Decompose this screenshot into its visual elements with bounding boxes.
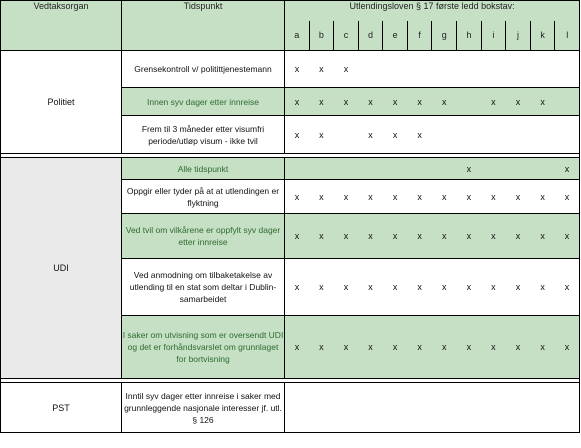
mark-cell-e: x bbox=[383, 259, 408, 316]
mark-cell-f: x bbox=[407, 88, 432, 116]
time-cell: Alle tidspunkt bbox=[122, 158, 285, 180]
mark-cell-j: x bbox=[506, 259, 531, 316]
mark-cell-h: x bbox=[457, 259, 482, 316]
mark-cell-a: x bbox=[285, 259, 310, 316]
mark-cell-b: x bbox=[309, 180, 334, 214]
time-cell: Inntil syv dager etter innreise i saker med grunnleggende nasjonale interesser jf. utl. § 126 bbox=[122, 383, 285, 433]
mark-cell-b: x bbox=[309, 316, 334, 379]
mark-cell-a: x bbox=[285, 316, 310, 379]
letter-header-j: j bbox=[506, 21, 531, 51]
mark-cell-c: x bbox=[334, 316, 359, 379]
mark-cell-i: x bbox=[481, 316, 506, 379]
letter-header-e: e bbox=[383, 21, 408, 51]
table-row bbox=[1, 383, 580, 433]
mark-cell-c: x bbox=[334, 180, 359, 214]
mark-cell-d bbox=[358, 158, 383, 180]
organ-cell-politiet: Politiet bbox=[1, 51, 122, 154]
table-row bbox=[1, 51, 580, 88]
mark-cell-g: x bbox=[432, 88, 457, 116]
letter-header-k: k bbox=[530, 21, 555, 51]
mark-cell-l: x bbox=[555, 259, 580, 316]
mark-cell-e bbox=[383, 158, 408, 180]
table-body bbox=[1, 51, 580, 433]
time-cell: Frem til 3 måneder etter visumfri periode/utløp visum - ikke tvil bbox=[122, 116, 285, 154]
letter-header-f: f bbox=[407, 21, 432, 51]
mark-cell-i: x bbox=[481, 259, 506, 316]
mark-cell-h: x bbox=[457, 158, 482, 180]
mark-cell-a: x bbox=[285, 88, 310, 116]
letter-header-c: c bbox=[334, 21, 359, 51]
mark-cell-l: x bbox=[555, 158, 580, 180]
mark-cell-a: x bbox=[285, 116, 310, 154]
mark-cell-e: x bbox=[383, 316, 408, 379]
mark-cell-i: x bbox=[481, 214, 506, 259]
letter-header-h: h bbox=[457, 21, 482, 51]
time-cell: Oppgir eller tyder på at at utlendingen er flyktning bbox=[122, 180, 285, 214]
mark-cell-c: x bbox=[334, 88, 359, 116]
mark-cell-j bbox=[506, 158, 531, 180]
mark-cell-h bbox=[457, 116, 482, 154]
mark-cell-f bbox=[407, 158, 432, 180]
mark-cell-h: x bbox=[457, 214, 482, 259]
letter-header-d: d bbox=[358, 21, 383, 51]
time-cell: I saker om utvisning som er oversendt UDI og det er forhåndsvarslet om grunnlaget for bortvisning bbox=[122, 316, 285, 379]
mark-cell-b: x bbox=[309, 51, 334, 88]
mark-cell-g: x bbox=[432, 316, 457, 379]
mark-cell-g: x bbox=[432, 214, 457, 259]
letter-header-a: a bbox=[285, 21, 310, 51]
mark-cell-i: x bbox=[481, 180, 506, 214]
letter-header-i: i bbox=[481, 21, 506, 51]
mark-cell-k bbox=[530, 158, 555, 180]
time-cell: Grensekontroll v/ politittjenestemann bbox=[122, 51, 285, 88]
mark-cell-l bbox=[555, 51, 580, 88]
mark-cell-k: x bbox=[530, 88, 555, 116]
mark-cell-d: x bbox=[358, 214, 383, 259]
time-cell: Ved anmodning om tilbaketakelse av utlending til en stat som deltar i Dublin-samarbeidet bbox=[122, 259, 285, 316]
mark-cell-d: x bbox=[358, 316, 383, 379]
mark-cell-f: x bbox=[407, 180, 432, 214]
mark-cell-j bbox=[506, 51, 531, 88]
mark-cell-k: x bbox=[530, 214, 555, 259]
empty-marks-cell bbox=[285, 383, 580, 433]
mark-cell-c bbox=[334, 116, 359, 154]
mark-cell-l: x bbox=[555, 180, 580, 214]
mark-cell-d: x bbox=[358, 180, 383, 214]
mark-cell-a: x bbox=[285, 180, 310, 214]
letter-header-l: l bbox=[555, 21, 580, 51]
mark-cell-h bbox=[457, 51, 482, 88]
organ-cell-pst: PST bbox=[1, 383, 122, 433]
mark-cell-e: x bbox=[383, 116, 408, 154]
mark-cell-e: x bbox=[383, 88, 408, 116]
table-header bbox=[1, 1, 580, 51]
mark-cell-k bbox=[530, 116, 555, 154]
mark-cell-g: x bbox=[432, 180, 457, 214]
mark-cell-d: x bbox=[358, 116, 383, 154]
mark-cell-c: x bbox=[334, 214, 359, 259]
mark-cell-k bbox=[530, 51, 555, 88]
mark-cell-g bbox=[432, 158, 457, 180]
mark-cell-f: x bbox=[407, 259, 432, 316]
mark-cell-f: x bbox=[407, 116, 432, 154]
mark-cell-k: x bbox=[530, 259, 555, 316]
mark-cell-l: x bbox=[555, 316, 580, 379]
mark-cell-e: x bbox=[383, 214, 408, 259]
mark-cell-j: x bbox=[506, 180, 531, 214]
mark-cell-i bbox=[481, 116, 506, 154]
mark-cell-j bbox=[506, 116, 531, 154]
mark-cell-j: x bbox=[506, 88, 531, 116]
mark-cell-l bbox=[555, 88, 580, 116]
mark-cell-f: x bbox=[407, 214, 432, 259]
table-row bbox=[1, 158, 580, 180]
letter-header-g: g bbox=[432, 21, 457, 51]
time-cell: Ved tvil om vilkårene er oppfylt syv dager etter innreise bbox=[122, 214, 285, 259]
mark-cell-c bbox=[334, 158, 359, 180]
header-vedtaksorgan: Vedtaksorgan bbox=[1, 1, 122, 51]
mark-cell-f: x bbox=[407, 316, 432, 379]
mark-cell-h bbox=[457, 88, 482, 116]
mark-cell-l bbox=[555, 116, 580, 154]
letter-header-b: b bbox=[309, 21, 334, 51]
mark-cell-a bbox=[285, 158, 310, 180]
mark-cell-h: x bbox=[457, 180, 482, 214]
mark-cell-k: x bbox=[530, 180, 555, 214]
mark-cell-b bbox=[309, 158, 334, 180]
mark-cell-a: x bbox=[285, 51, 310, 88]
mark-cell-i bbox=[481, 51, 506, 88]
mark-cell-i: x bbox=[481, 88, 506, 116]
mark-cell-j: x bbox=[506, 214, 531, 259]
mark-cell-g bbox=[432, 116, 457, 154]
organ-cell-udi: UDI bbox=[1, 158, 122, 379]
mark-cell-b: x bbox=[309, 214, 334, 259]
mark-cell-d: x bbox=[358, 88, 383, 116]
header-tidspunkt: Tidspunkt bbox=[122, 1, 285, 51]
mark-cell-h: x bbox=[457, 316, 482, 379]
mark-cell-e: x bbox=[383, 180, 408, 214]
mark-cell-d: x bbox=[358, 259, 383, 316]
time-cell: Innen syv dager etter innreise bbox=[122, 88, 285, 116]
mark-cell-j: x bbox=[506, 316, 531, 379]
mark-cell-c: x bbox=[334, 259, 359, 316]
mark-cell-f bbox=[407, 51, 432, 88]
mark-cell-b: x bbox=[309, 88, 334, 116]
header-law-reference: Utlendingsloven § 17 første ledd bokstav: bbox=[285, 1, 580, 21]
mark-cell-l: x bbox=[555, 214, 580, 259]
mark-cell-g bbox=[432, 51, 457, 88]
mark-cell-d bbox=[358, 51, 383, 88]
mark-cell-g: x bbox=[432, 259, 457, 316]
mark-cell-k: x bbox=[530, 316, 555, 379]
mark-cell-e bbox=[383, 51, 408, 88]
mark-cell-a: x bbox=[285, 214, 310, 259]
mark-cell-b: x bbox=[309, 116, 334, 154]
mark-cell-b: x bbox=[309, 259, 334, 316]
mark-cell-c: x bbox=[334, 51, 359, 88]
mark-cell-i bbox=[481, 158, 506, 180]
